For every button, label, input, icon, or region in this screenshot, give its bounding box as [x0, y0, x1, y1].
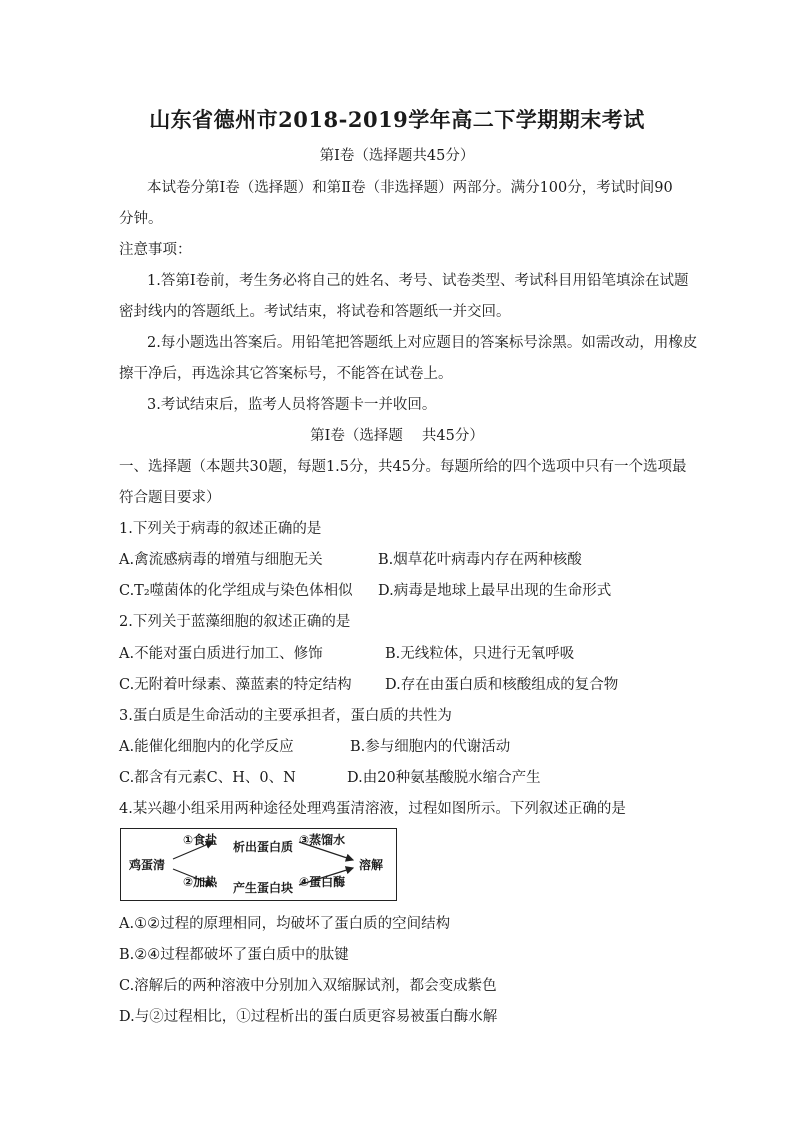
diagram-step-4-label: ④蛋白酶 [299, 875, 346, 889]
question-1-option-b[interactable]: B.烟草花叶病毒内存在两种核酸 [378, 552, 582, 568]
diagram-start-label: 鸡蛋清 [129, 858, 166, 872]
diagram-step-3-label: ③蒸馏水 [299, 833, 346, 847]
question-4-option-c[interactable]: C.溶解后的两种溶液中分别加入双缩脲试剂，都会变成紫色 [119, 978, 497, 994]
question-1-stem: 1.下列关于病毒的叙述正确的是 [119, 521, 322, 537]
diagram-mid-2-label: 产生蛋白块 [233, 881, 294, 895]
question-1-option-d[interactable]: D.病毒是地球上最早出现的生命形式 [378, 583, 612, 599]
part-subtitle: 第Ⅰ卷（选择题共45分） [319, 148, 475, 164]
question-2-option-b[interactable]: B.无线粒体，只进行无氧呼吸 [385, 646, 575, 662]
question-3-option-d[interactable]: D.由20种氨基酸脱水缩合产生 [347, 770, 541, 786]
question-2-option-c[interactable]: C.无附着叶绿素、藻蓝素的特定结构 [119, 677, 352, 693]
note-2-line-2: 擦干净后，再选涂其它答案标号，不能答在试卷上。 [119, 366, 453, 382]
note-1-line-1: 1.答第Ⅰ卷前，考生务必将自己的姓名、考号、试卷类型、考试科目用铅笔填涂在试题 [147, 273, 689, 289]
diagram-step-1-label: ①食盐 [183, 833, 218, 847]
question-3-option-b[interactable]: B.参与细胞内的代谢活动 [350, 739, 511, 755]
egg-white-process-diagram [120, 828, 397, 901]
section-instruction-line-2: 符合题目要求） [119, 490, 221, 506]
question-1-option-c[interactable]: C.T₂噬菌体的化学组成与染色体相似 [119, 583, 353, 599]
question-4-option-b[interactable]: B.②④过程都破坏了蛋白质中的肽键 [119, 947, 349, 963]
section-title: 第Ⅰ卷（选择题 共45分） [310, 428, 484, 444]
question-2-stem: 2.下列关于蓝藻细胞的叙述正确的是 [119, 614, 351, 630]
page-title: 山东省德州市2018-2019学年高二下学期期末考试 [149, 107, 645, 132]
question-1-option-a[interactable]: A.禽流感病毒的增殖与细胞无关 [119, 552, 323, 568]
diagram-step-2-label: ②加热 [183, 875, 218, 889]
note-3: 3.考试结束后，监考人员将答题卡一并收回。 [147, 397, 437, 413]
question-4-option-a[interactable]: A.①②过程的原理相同，均破坏了蛋白质的空间结构 [119, 916, 451, 932]
question-3-stem: 3.蛋白质是生命活动的主要承担者，蛋白质的共性为 [119, 708, 452, 724]
question-3-option-a[interactable]: A.能催化细胞内的化学反应 [119, 739, 294, 755]
notes-heading: 注意事项： [119, 242, 192, 258]
diagram-end-label: 溶解 [359, 858, 384, 872]
section-instruction-line-1: 一、选择题（本题共30题，每题1.5分，共45分。每题所给的四个选项中只有一个选项最 [119, 459, 687, 475]
question-4-option-d[interactable]: D.与②过程相比，①过程析出的蛋白质更容易被蛋白酶水解 [119, 1009, 498, 1025]
question-4-stem: 4.某兴趣小组采用两种途径处理鸡蛋清溶液，过程如图所示。下列叙述正确的是 [119, 801, 626, 817]
intro-line-2: 分钟。 [119, 211, 163, 227]
intro-line-1: 本试卷分第Ⅰ卷（选择题）和第Ⅱ卷（非选择题）两部分。满分100分，考试时间90 [147, 180, 673, 196]
question-2-option-d[interactable]: D.存在由蛋白质和核酸组成的复合物 [385, 677, 619, 693]
diagram-mid-1-label: 析出蛋白质 [233, 840, 294, 854]
note-2-line-1: 2.每小题选出答案后。用铅笔把答题纸上对应题目的答案标号涂黑。如需改动，用橡皮 [147, 335, 698, 351]
note-1-line-2: 密封线内的答题纸上。考试结束，将试卷和答题纸一并交回。 [119, 304, 511, 320]
question-2-option-a[interactable]: A.不能对蛋白质进行加工、修饰 [119, 646, 323, 662]
question-3-option-c[interactable]: C.都含有元素C、H、0、N [119, 770, 296, 786]
